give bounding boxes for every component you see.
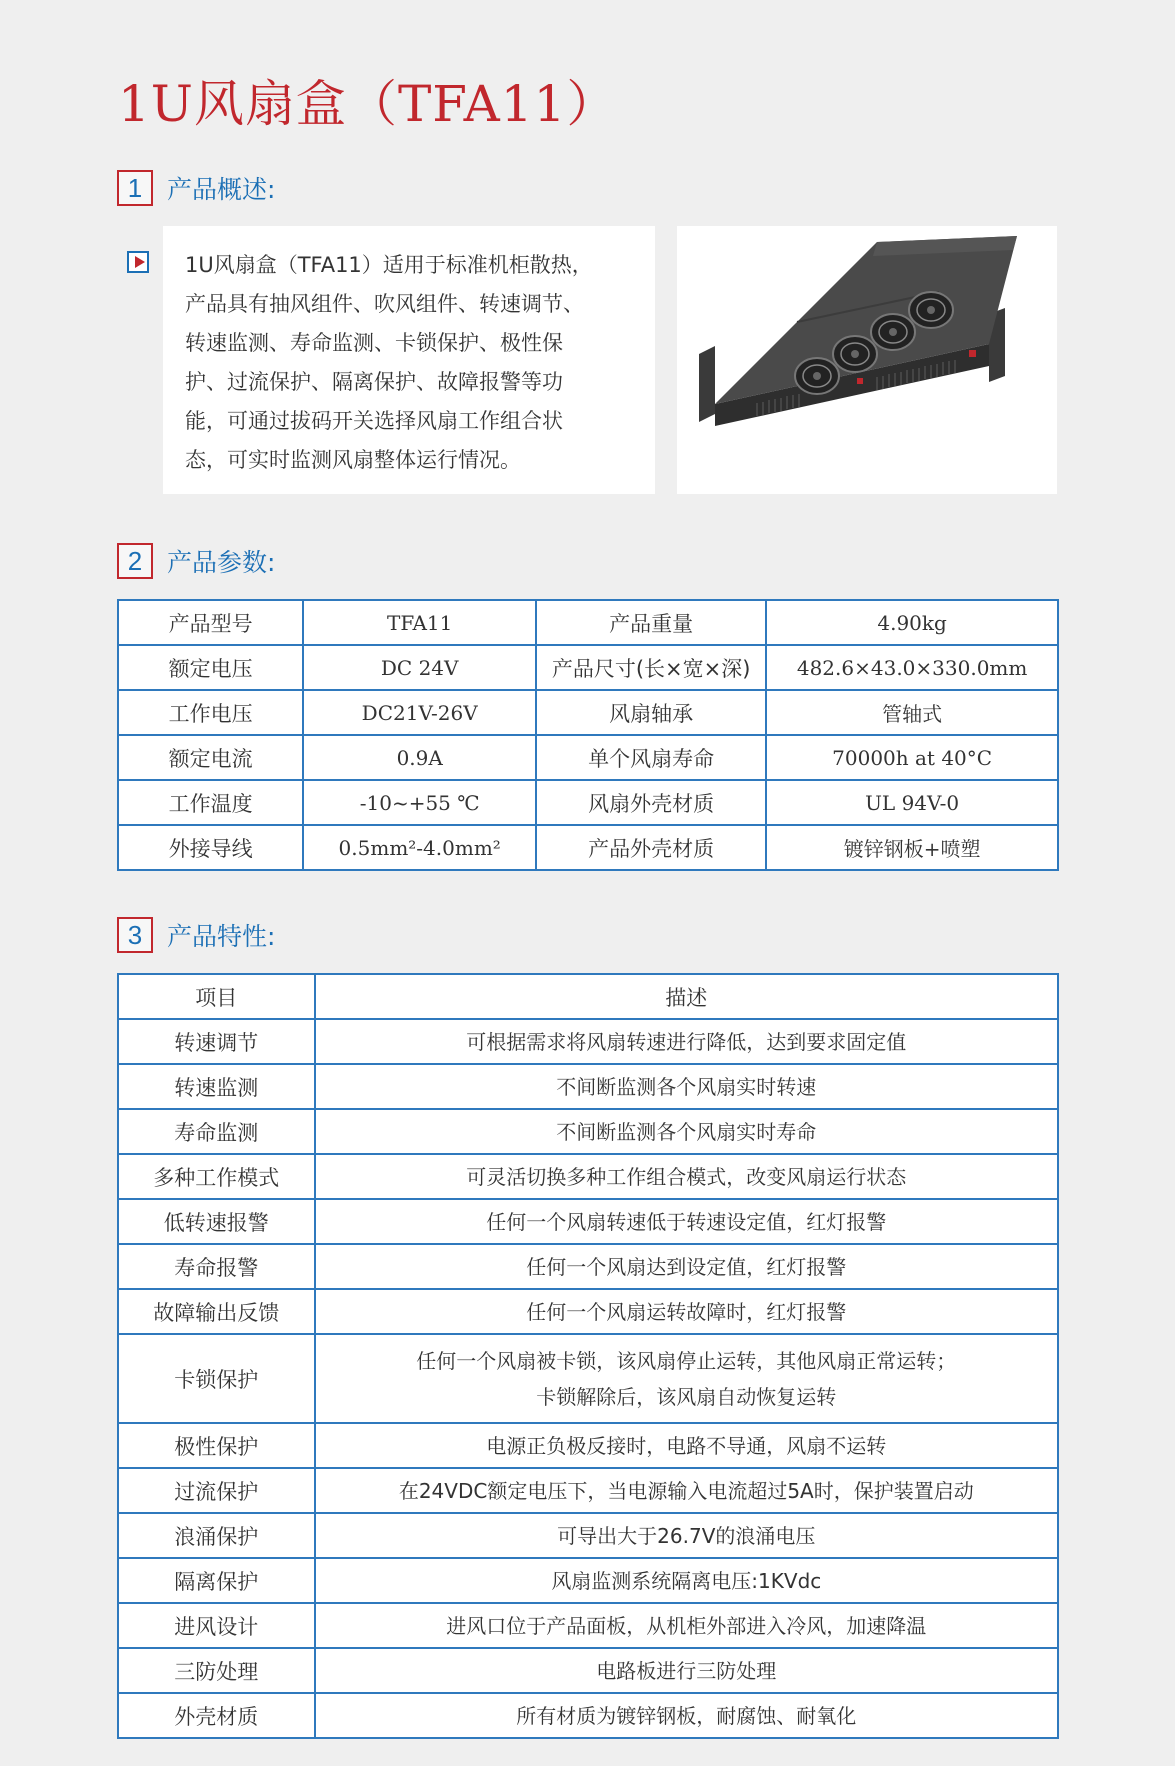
features-row: [118, 1199, 1058, 1244]
feature-item: 过流保护: [118, 1468, 315, 1513]
params-row: [118, 780, 1058, 825]
feature-desc-line: 不间断监测各个风扇实时转速: [556, 1074, 817, 1099]
features-row: [118, 1334, 1058, 1423]
features-row: [118, 1154, 1058, 1199]
feature-desc-line: 任何一个风扇达到设定值，红灯报警: [526, 1254, 847, 1279]
feature-item: 转速调节: [118, 1019, 315, 1064]
param-label: 风扇外壳材质: [536, 780, 766, 825]
param-value: TFA11: [303, 600, 536, 645]
overview-line: 1U风扇盒（TFA11）适用于标准机柜散热，: [185, 253, 593, 277]
features-header-row: [118, 974, 1058, 1019]
feature-desc-line: 可导出大于26.7V的浪涌电压: [557, 1523, 816, 1548]
params-table: [117, 599, 1059, 871]
feature-desc-line: 进风口位于产品面板，从机柜外部进入冷风，加速降温: [446, 1613, 927, 1638]
feature-item: 进风设计: [118, 1603, 315, 1648]
feature-desc: [315, 1199, 1058, 1244]
features-row: [118, 1558, 1058, 1603]
param-value: 70000h at 40°C: [766, 735, 1058, 780]
feature-item: 隔离保护: [118, 1558, 315, 1603]
feature-desc: [315, 1693, 1058, 1738]
param-label: 产品重量: [536, 600, 766, 645]
play-arrow-icon: [127, 251, 149, 273]
features-row: [118, 1513, 1058, 1558]
params-row: [118, 825, 1058, 870]
feature-item: 多种工作模式: [118, 1154, 315, 1199]
feature-item: 寿命报警: [118, 1244, 315, 1289]
feature-desc-line: 不间断监测各个风扇实时寿命: [556, 1119, 817, 1144]
features-table: [117, 973, 1059, 1739]
feature-desc-line: 任何一个风扇运转故障时，红灯报警: [526, 1299, 847, 1324]
param-value: 4.90kg: [766, 600, 1058, 645]
feature-item: 转速监测: [118, 1064, 315, 1109]
features-header-item: 项目: [118, 974, 315, 1019]
section-title: 产品参数:: [167, 548, 276, 577]
feature-desc: [315, 1558, 1058, 1603]
feature-desc-line: 所有材质为镀锌钢板，耐腐蚀、耐氧化: [516, 1703, 857, 1728]
feature-item: 极性保护: [118, 1423, 315, 1468]
features-row: [118, 1019, 1058, 1064]
page-title: 1U风扇盒（TFA11）: [118, 75, 618, 133]
feature-item: 故障输出反馈: [118, 1289, 315, 1334]
section-overview-header: [117, 170, 275, 206]
feature-desc: [315, 1289, 1058, 1334]
section-title: 产品概述:: [167, 175, 276, 204]
overview-line: 护、过流保护、隔离保护、故障报警等功: [185, 370, 563, 394]
param-value: 镀锌钢板+喷塑: [766, 825, 1058, 870]
features-row: [118, 1244, 1058, 1289]
overview-line: 转速监测、寿命监测、卡锁保护、极性保: [185, 331, 563, 355]
features-row: [118, 1423, 1058, 1468]
section-features-header: [117, 917, 275, 953]
features-row: [118, 1064, 1058, 1109]
param-value: DC 24V: [303, 645, 536, 690]
feature-item: 卡锁保护: [118, 1334, 315, 1423]
feature-desc-line: 任何一个风扇转速低于转速设定值，红灯报警: [486, 1209, 887, 1234]
feature-desc-line: 风扇监测系统隔离电压:1KVdc: [551, 1568, 822, 1593]
param-label: 额定电压: [118, 645, 303, 690]
features-header-desc: 描述: [315, 974, 1058, 1019]
param-label: 外接导线: [118, 825, 303, 870]
overview-text-box: [163, 226, 655, 494]
section-number: 2: [117, 543, 153, 579]
feature-item: 寿命监测: [118, 1109, 315, 1154]
feature-item: 浪涌保护: [118, 1513, 315, 1558]
feature-desc: [315, 1513, 1058, 1558]
features-row: [118, 1289, 1058, 1334]
param-value: 0.9A: [303, 735, 536, 780]
feature-desc-line: 在24VDC额定电压下，当电源输入电流超过5A时，保护装置启动: [398, 1478, 974, 1503]
feature-item: 三防处理: [118, 1648, 315, 1693]
features-row: [118, 1693, 1058, 1738]
param-label: 工作电压: [118, 690, 303, 735]
feature-desc: [315, 1648, 1058, 1693]
param-label: 工作温度: [118, 780, 303, 825]
feature-desc-line: 可根据需求将风扇转速进行降低，达到要求固定值: [466, 1029, 907, 1054]
param-value: UL 94V-0: [766, 780, 1058, 825]
param-value: 管轴式: [766, 690, 1058, 735]
feature-desc: [315, 1468, 1058, 1513]
overview-line: 态，可实时监测风扇整体运行情况。: [185, 448, 521, 472]
params-row: [118, 735, 1058, 780]
section-number: 1: [117, 170, 153, 206]
features-row: [118, 1468, 1058, 1513]
section-title: 产品特性:: [167, 922, 276, 951]
param-label: 产品型号: [118, 600, 303, 645]
feature-desc: [315, 1019, 1058, 1064]
feature-desc: [315, 1244, 1058, 1289]
params-row: [118, 645, 1058, 690]
overview-paragraph: [185, 246, 643, 480]
feature-desc-line: 可灵活切换多种工作组合模式，改变风扇运行状态: [466, 1164, 907, 1189]
section-params-header: [117, 543, 275, 579]
features-row: [118, 1603, 1058, 1648]
params-row: [118, 600, 1058, 645]
fan-box-illustration: [677, 226, 1057, 494]
product-photo: [677, 226, 1057, 494]
features-row: [118, 1648, 1058, 1693]
param-value: 0.5mm²-4.0mm²: [303, 825, 536, 870]
feature-desc: [315, 1109, 1058, 1154]
param-value: -10~+55 ℃: [303, 780, 536, 825]
feature-desc: [315, 1154, 1058, 1199]
param-label: 产品尺寸(长×宽×深): [536, 645, 766, 690]
feature-desc-line: 任何一个风扇被卡锁，该风扇停止运转，其他风扇正常运转；: [416, 1348, 957, 1373]
overview-line: 产品具有抽风组件、吹风组件、转速调节、: [185, 292, 584, 316]
feature-desc-line: 卡锁解除后，该风扇自动恢复运转: [536, 1384, 837, 1409]
feature-desc: [315, 1603, 1058, 1648]
param-label: 单个风扇寿命: [536, 735, 766, 780]
param-label: 产品外壳材质: [536, 825, 766, 870]
param-value: DC21V-26V: [303, 690, 536, 735]
feature-item: 外壳材质: [118, 1693, 315, 1738]
feature-desc: [315, 1334, 1058, 1423]
param-value: 482.6×43.0×330.0mm: [766, 645, 1058, 690]
feature-item: 低转速报警: [118, 1199, 315, 1244]
feature-desc: [315, 1064, 1058, 1109]
params-row: [118, 690, 1058, 735]
overview-line: 能，可通过拔码开关选择风扇工作组合状: [185, 409, 563, 433]
feature-desc-line: 电源正负极反接时，电路不导通，风扇不运转: [486, 1433, 887, 1458]
section-number: 3: [117, 917, 153, 953]
param-label: 风扇轴承: [536, 690, 766, 735]
feature-desc: [315, 1423, 1058, 1468]
feature-desc-line: 电路板进行三防处理: [596, 1658, 777, 1683]
param-label: 额定电流: [118, 735, 303, 780]
features-row: [118, 1109, 1058, 1154]
